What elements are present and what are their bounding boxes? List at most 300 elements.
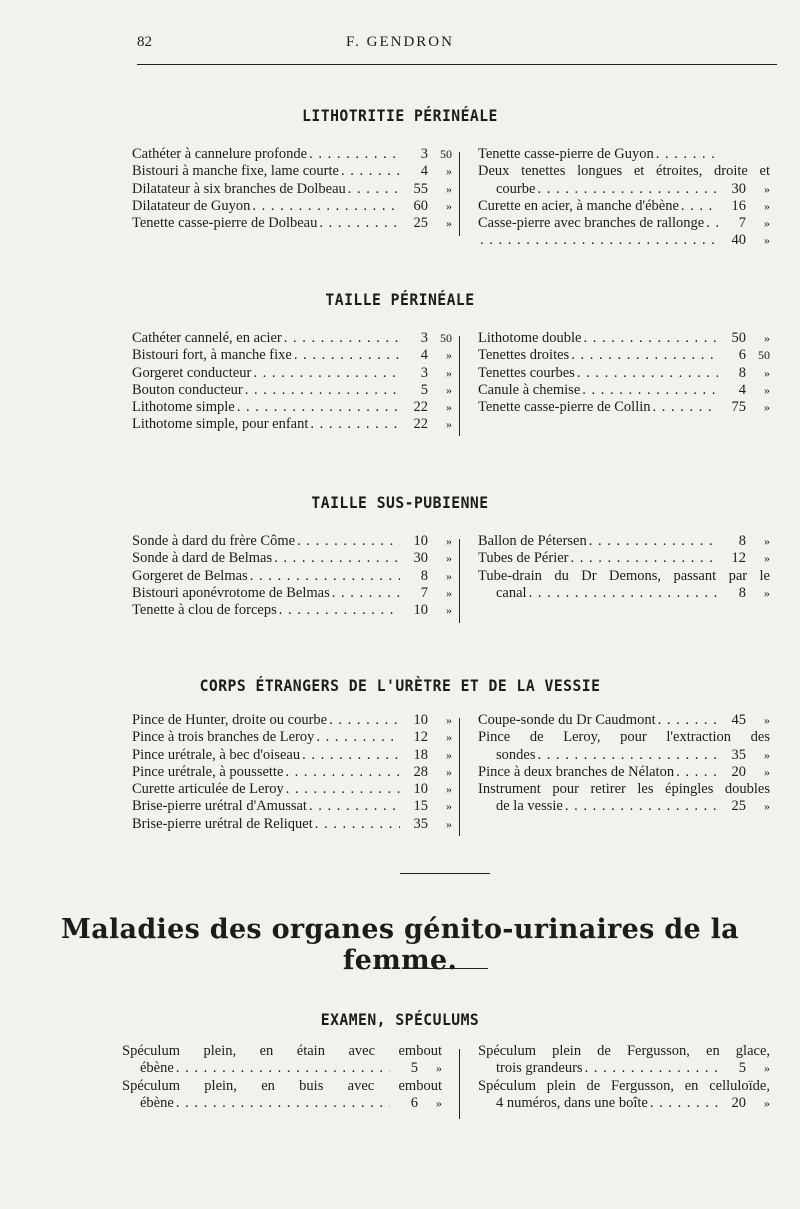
catalog-entry bbox=[478, 382, 770, 399]
price-francs: 6 bbox=[410, 1094, 418, 1111]
price-centimes: » bbox=[446, 764, 452, 779]
price-cell bbox=[720, 215, 770, 232]
price-cell bbox=[720, 1060, 770, 1077]
leader-dots bbox=[706, 215, 718, 232]
price-centimes: 50 bbox=[440, 147, 452, 161]
price-francs: 25 bbox=[731, 798, 746, 815]
price-column-left bbox=[132, 712, 452, 833]
price-centimes: » bbox=[764, 216, 770, 231]
entry-name: Dilatateur de Guyon bbox=[132, 197, 251, 214]
page-number: 82 bbox=[137, 34, 152, 50]
price-cell bbox=[720, 232, 770, 249]
entry-name: Tubes de Périer bbox=[478, 550, 569, 567]
catalog-entry bbox=[478, 764, 770, 781]
entry-continuation bbox=[478, 1060, 770, 1077]
price-centimes: » bbox=[446, 216, 452, 231]
entry-name: Canule à chemise bbox=[478, 381, 581, 398]
price-column-left bbox=[132, 146, 452, 232]
price-cell bbox=[720, 1095, 770, 1112]
catalog-entry bbox=[132, 712, 452, 729]
price-francs: 60 bbox=[413, 197, 428, 214]
leader-dots bbox=[284, 330, 400, 347]
leader-dots bbox=[310, 416, 400, 433]
price-francs: 10 bbox=[413, 712, 428, 728]
price-column-left bbox=[132, 330, 452, 434]
price-francs: 18 bbox=[413, 746, 428, 763]
price-francs: 30 bbox=[731, 180, 746, 197]
price-centimes: 50 bbox=[758, 348, 770, 363]
entry-name-continued: de la vessie bbox=[496, 798, 563, 815]
price-centimes: » bbox=[446, 400, 452, 415]
price-cell bbox=[402, 163, 452, 180]
leader-dots bbox=[302, 747, 400, 764]
section-title-taille-sus-pubienne: TAILLE SUS-PUBIENNE bbox=[311, 493, 489, 512]
price-column-right bbox=[478, 330, 770, 416]
price-table-taille-perineale bbox=[128, 330, 768, 438]
entry-name: Lithotome double bbox=[478, 330, 582, 346]
leader-dots bbox=[565, 798, 718, 815]
leader-dots bbox=[332, 585, 400, 602]
price-francs: 3 bbox=[420, 146, 428, 162]
price-francs: 75 bbox=[731, 399, 746, 416]
leader-dots bbox=[658, 712, 718, 729]
entry-name: Tenettes droites bbox=[478, 347, 570, 364]
entry-continuation bbox=[478, 1095, 770, 1112]
price-cell bbox=[402, 330, 452, 347]
price-francs: 5 bbox=[738, 1060, 746, 1077]
price-cell bbox=[720, 330, 770, 347]
entry-name: Coupe-sonde du Dr Caudmont bbox=[478, 712, 656, 728]
price-centimes: » bbox=[446, 713, 452, 727]
price-centimes: » bbox=[446, 747, 452, 762]
entry-name: Pince à deux branches de Nélaton bbox=[478, 763, 675, 780]
entry-continuation bbox=[478, 181, 770, 198]
price-centimes: » bbox=[764, 400, 770, 415]
price-centimes: 50 bbox=[440, 331, 452, 345]
entry-name-continued: ébène bbox=[140, 1094, 174, 1111]
leader-dots bbox=[582, 382, 718, 399]
price-francs: 15 bbox=[413, 798, 428, 815]
entry-name: Tenette casse-pierre de Guyon bbox=[478, 146, 654, 162]
price-francs: 4 bbox=[738, 381, 746, 398]
leader-dots bbox=[315, 816, 400, 833]
catalog-entry bbox=[478, 163, 770, 198]
entry-continuation bbox=[122, 1095, 442, 1112]
price-cell bbox=[402, 747, 452, 764]
catalog-entry bbox=[132, 602, 452, 619]
catalog-entry bbox=[478, 729, 770, 764]
price-centimes: » bbox=[446, 348, 452, 363]
column-divider bbox=[459, 336, 460, 436]
price-centimes: » bbox=[436, 1095, 442, 1110]
price-francs: 25 bbox=[413, 215, 428, 232]
leader-dots bbox=[253, 365, 400, 382]
leader-dots bbox=[252, 198, 400, 215]
price-centimes: » bbox=[764, 747, 770, 762]
price-centimes: » bbox=[764, 585, 770, 600]
catalog-entry bbox=[132, 198, 452, 215]
price-column-left bbox=[132, 533, 452, 619]
catalog-entry bbox=[132, 729, 452, 746]
catalog-entry bbox=[132, 533, 452, 550]
price-cell bbox=[402, 215, 452, 232]
leader-dots bbox=[650, 1095, 718, 1112]
price-centimes: » bbox=[764, 331, 770, 345]
entry-name: Bistouri fort, à manche fixe bbox=[132, 347, 292, 364]
catalog-entry bbox=[132, 416, 452, 433]
entry-name: Deux tenettes longues et étroites, droite et bbox=[478, 163, 770, 180]
price-centimes: » bbox=[764, 1095, 770, 1110]
leader-dots bbox=[309, 798, 400, 815]
leader-dots bbox=[285, 764, 400, 781]
catalog-entry bbox=[478, 232, 770, 249]
entry-name: Ballon de Pétersen bbox=[478, 533, 587, 549]
price-centimes: » bbox=[764, 181, 770, 196]
entry-name: Sonde à dard de Belmas bbox=[132, 550, 273, 567]
entry-name: Casse-pierre avec branches de rallonge bbox=[478, 215, 705, 232]
price-centimes: » bbox=[764, 382, 770, 397]
price-cell bbox=[402, 347, 452, 364]
catalog-entry bbox=[478, 1078, 770, 1113]
entry-name: Bistouri à manche fixe, lame courte bbox=[132, 163, 339, 180]
entry-name: Dilatateur à six branches de Dolbeau bbox=[132, 180, 346, 197]
entry-name: Bouton conducteur bbox=[132, 381, 243, 398]
price-francs: 10 bbox=[413, 602, 428, 619]
price-francs: 55 bbox=[413, 180, 428, 197]
price-cell bbox=[392, 1095, 442, 1112]
price-centimes: » bbox=[764, 534, 770, 548]
leader-dots bbox=[676, 764, 718, 781]
entry-name: Tenette casse-pierre de Collin bbox=[478, 399, 651, 416]
leader-dots bbox=[348, 181, 400, 198]
price-cell bbox=[720, 585, 770, 602]
leader-dots bbox=[279, 602, 400, 619]
catalog-entry bbox=[478, 568, 770, 603]
leader-dots bbox=[176, 1060, 390, 1077]
section-title-taille-perineale: TAILLE PÉRINÉALE bbox=[325, 290, 475, 309]
price-centimes: » bbox=[446, 551, 452, 566]
catalog-entry bbox=[132, 163, 452, 180]
entry-continuation bbox=[478, 585, 770, 602]
price-cell bbox=[402, 533, 452, 550]
price-francs: 45 bbox=[731, 712, 746, 728]
catalog-entry bbox=[132, 781, 452, 798]
catalog-entry bbox=[132, 568, 452, 585]
price-francs: 16 bbox=[731, 197, 746, 214]
leader-dots bbox=[537, 747, 718, 764]
leader-dots bbox=[529, 585, 718, 602]
price-francs: 28 bbox=[413, 763, 428, 780]
entry-continuation bbox=[478, 798, 770, 815]
price-francs: 20 bbox=[731, 763, 746, 780]
catalog-entry bbox=[132, 550, 452, 567]
catalog-entry bbox=[478, 198, 770, 215]
leader-dots bbox=[653, 399, 718, 416]
price-cell bbox=[402, 764, 452, 781]
leader-dots bbox=[274, 550, 400, 567]
catalog-entry bbox=[132, 798, 452, 815]
entry-name: Sonde à dard du frère Côme bbox=[132, 533, 296, 549]
header-rule bbox=[137, 64, 777, 65]
price-cell bbox=[720, 533, 770, 550]
price-francs: 8 bbox=[738, 533, 746, 549]
catalog-entry bbox=[478, 399, 770, 416]
entry-name-continued: courbe bbox=[496, 180, 536, 197]
price-centimes: » bbox=[446, 164, 452, 179]
entry-name: Brise-pierre urétral de Reliquet bbox=[132, 815, 313, 832]
price-centimes: » bbox=[446, 568, 452, 583]
catalog-entry bbox=[478, 533, 770, 550]
catalog-entry bbox=[132, 146, 452, 163]
entry-name: Gorgeret conducteur bbox=[132, 364, 252, 381]
entry-name: Cathéter à cannelure profonde bbox=[132, 146, 308, 162]
leader-dots bbox=[570, 550, 718, 567]
entry-name: Spéculum plein de Fergusson, en celluloïde, bbox=[478, 1077, 770, 1094]
price-centimes: » bbox=[436, 1061, 442, 1076]
price-centimes: » bbox=[446, 534, 452, 548]
price-francs: 7 bbox=[420, 584, 428, 601]
price-cell bbox=[402, 382, 452, 399]
entry-name: Tenettes courbes bbox=[478, 364, 575, 381]
leader-dots bbox=[341, 163, 400, 180]
catalog-entry bbox=[132, 747, 452, 764]
entry-name: Pince urétrale, à bec d'oiseau bbox=[132, 746, 301, 763]
entry-name: Spéculum plein, en étain avec embout bbox=[122, 1043, 442, 1059]
price-cell bbox=[402, 816, 452, 833]
running-head: F. GENDRON bbox=[346, 34, 454, 50]
entry-name: Pince urétrale, à poussette bbox=[132, 763, 284, 780]
price-francs: 22 bbox=[413, 416, 428, 433]
price-francs: 10 bbox=[413, 781, 428, 798]
entry-name: Lithotome simple, pour enfant bbox=[132, 416, 309, 433]
price-cell bbox=[720, 347, 770, 364]
price-cell bbox=[392, 1060, 442, 1077]
catalog-entry bbox=[478, 712, 770, 729]
leader-dots bbox=[237, 399, 400, 416]
price-centimes: » bbox=[764, 365, 770, 380]
leader-dots bbox=[571, 347, 718, 364]
leader-dots bbox=[294, 347, 400, 364]
price-centimes: » bbox=[446, 365, 452, 380]
leader-dots bbox=[316, 729, 400, 746]
price-cell bbox=[720, 550, 770, 567]
price-cell bbox=[402, 798, 452, 815]
column-divider bbox=[459, 539, 460, 623]
price-cell bbox=[720, 365, 770, 382]
catalog-entry bbox=[132, 330, 452, 347]
leader-dots bbox=[480, 232, 718, 249]
leader-dots bbox=[329, 712, 400, 729]
price-centimes: » bbox=[446, 799, 452, 814]
price-cell bbox=[402, 181, 452, 198]
entry-name: Instrument pour retirer les épingles doubles bbox=[478, 781, 770, 798]
entry-continuation bbox=[478, 747, 770, 764]
price-centimes: » bbox=[764, 764, 770, 779]
leader-dots bbox=[537, 181, 718, 198]
price-francs: 4 bbox=[420, 347, 428, 364]
price-cell bbox=[402, 568, 452, 585]
catalog-entry bbox=[478, 347, 770, 364]
entry-name: Curette articulée de Leroy bbox=[132, 781, 284, 798]
catalog-entry bbox=[132, 365, 452, 382]
entry-name: Spéculum plein, en buis avec embout bbox=[122, 1077, 442, 1094]
section-title-lithotritie: LITHOTRITIE PÉRINÉALE bbox=[302, 106, 498, 125]
catalog-entry bbox=[478, 550, 770, 567]
price-francs: 12 bbox=[731, 550, 746, 567]
catalog-entry bbox=[122, 1043, 442, 1078]
price-centimes: » bbox=[446, 782, 452, 797]
column-divider bbox=[459, 718, 460, 836]
leader-dots bbox=[245, 382, 400, 399]
price-francs: 50 bbox=[731, 330, 746, 346]
price-table-speculums bbox=[122, 1043, 770, 1121]
catalog-entry bbox=[132, 382, 452, 399]
price-cell bbox=[402, 365, 452, 382]
price-cell bbox=[402, 602, 452, 619]
catalog-entry bbox=[478, 1043, 770, 1078]
price-cell bbox=[720, 198, 770, 215]
price-cell bbox=[402, 416, 452, 433]
price-column-right bbox=[478, 1043, 770, 1112]
price-cell bbox=[720, 712, 770, 729]
leader-dots bbox=[297, 533, 400, 550]
price-centimes: » bbox=[446, 382, 452, 397]
catalog-entry bbox=[478, 146, 770, 163]
column-divider bbox=[459, 152, 460, 236]
price-francs: 5 bbox=[410, 1060, 418, 1077]
price-francs: 5 bbox=[420, 381, 428, 398]
price-francs: 3 bbox=[420, 364, 428, 381]
leader-dots bbox=[585, 1060, 718, 1077]
price-centimes: » bbox=[764, 198, 770, 213]
entry-name: Pince à trois branches de Leroy bbox=[132, 729, 315, 746]
catalog-entry bbox=[122, 1078, 442, 1113]
price-column-left bbox=[122, 1043, 442, 1112]
entry-name: Tube-drain du Dr Demons, passant par le bbox=[478, 567, 770, 584]
leader-dots bbox=[286, 781, 400, 798]
price-cell bbox=[402, 585, 452, 602]
price-francs: 6 bbox=[738, 347, 746, 364]
price-francs: 3 bbox=[420, 330, 428, 346]
price-francs: 35 bbox=[731, 746, 746, 763]
price-cell bbox=[720, 382, 770, 399]
price-centimes: » bbox=[446, 730, 452, 745]
entry-name: Pince de Leroy, pour l'extraction des bbox=[478, 729, 770, 746]
entry-name: Tenette à clou de forceps bbox=[132, 602, 277, 619]
price-centimes: » bbox=[446, 603, 452, 618]
price-cell bbox=[402, 729, 452, 746]
column-divider bbox=[459, 1049, 460, 1119]
entry-name-continued: ébène bbox=[140, 1060, 174, 1077]
entry-name: Lithotome simple bbox=[132, 399, 235, 416]
price-francs: 8 bbox=[738, 364, 746, 381]
short-rule bbox=[408, 968, 488, 969]
leader-dots bbox=[309, 146, 400, 163]
entry-name: Gorgeret de Belmas bbox=[132, 567, 248, 584]
price-cell bbox=[720, 181, 770, 198]
catalog-entry bbox=[132, 181, 452, 198]
entry-continuation bbox=[122, 1060, 442, 1077]
price-francs: 12 bbox=[413, 729, 428, 746]
price-cell bbox=[720, 764, 770, 781]
leader-dots bbox=[589, 533, 718, 550]
section-title-corps-etrangers: CORPS ÉTRANGERS DE L'URÈTRE ET DE LA VESSIE bbox=[199, 676, 601, 695]
leader-dots bbox=[681, 198, 718, 215]
leader-dots bbox=[584, 330, 719, 347]
catalog-entry bbox=[478, 330, 770, 347]
price-francs: 22 bbox=[413, 399, 428, 416]
price-francs: 8 bbox=[738, 584, 746, 601]
price-table-lithotritie bbox=[128, 146, 770, 249]
catalog-entry bbox=[478, 781, 770, 816]
price-cell bbox=[402, 712, 452, 729]
price-column-right bbox=[478, 533, 770, 602]
catalog-entry bbox=[132, 764, 452, 781]
catalog-entry bbox=[132, 215, 452, 232]
price-centimes: » bbox=[764, 799, 770, 814]
page-header bbox=[0, 0, 800, 80]
price-centimes: » bbox=[446, 585, 452, 600]
leader-dots bbox=[656, 146, 718, 163]
price-francs: 7 bbox=[738, 215, 746, 232]
price-francs: 20 bbox=[731, 1094, 746, 1111]
catalog-entry bbox=[132, 585, 452, 602]
entry-name-continued: trois grandeurs bbox=[496, 1060, 583, 1077]
short-rule bbox=[400, 873, 490, 874]
leader-dots bbox=[577, 365, 718, 382]
price-cell bbox=[402, 550, 452, 567]
price-francs: 30 bbox=[413, 550, 428, 567]
entry-name: Pince de Hunter, droite ou courbe bbox=[132, 712, 328, 728]
price-centimes: » bbox=[764, 713, 770, 727]
entry-name-continued: canal bbox=[496, 584, 527, 601]
entry-name: Brise-pierre urétral d'Amussat bbox=[132, 798, 307, 815]
price-cell bbox=[402, 146, 452, 163]
price-centimes: » bbox=[446, 198, 452, 213]
entry-name: Curette en acier, à manche d'ébène bbox=[478, 197, 679, 214]
price-francs: 10 bbox=[413, 533, 428, 549]
price-centimes: » bbox=[764, 233, 770, 248]
catalog-entry bbox=[132, 347, 452, 364]
price-table-taille-sus-pubienne bbox=[128, 533, 768, 625]
price-column-right bbox=[478, 146, 770, 250]
leader-dots bbox=[319, 215, 400, 232]
price-cell bbox=[720, 747, 770, 764]
catalog-entry bbox=[478, 215, 770, 232]
price-francs: 8 bbox=[420, 567, 428, 584]
price-centimes: » bbox=[446, 181, 452, 196]
leader-dots bbox=[176, 1095, 390, 1112]
catalog-entry bbox=[132, 816, 452, 833]
catalog-entry bbox=[478, 365, 770, 382]
chapter-title: Maladies des organes génito-urinaires de la femme. bbox=[61, 914, 739, 976]
catalog-entry bbox=[132, 399, 452, 416]
entry-name: Cathéter cannelé, en acier bbox=[132, 330, 282, 346]
price-francs: 35 bbox=[413, 815, 428, 832]
price-cell bbox=[402, 781, 452, 798]
price-table-corps-etrangers bbox=[128, 712, 768, 838]
price-francs: 4 bbox=[420, 163, 428, 180]
entry-name: Bistouri aponévrotome de Belmas bbox=[132, 584, 330, 601]
entry-name: Spéculum plein de Fergusson, en glace, bbox=[478, 1043, 770, 1059]
section-title-examen-speculums: EXAMEN, SPÉCULUMS bbox=[320, 1010, 480, 1029]
leader-dots bbox=[250, 568, 400, 585]
price-cell bbox=[402, 198, 452, 215]
price-centimes: » bbox=[764, 551, 770, 566]
entry-name-continued: 4 numéros, dans une boîte bbox=[496, 1094, 648, 1111]
price-cell bbox=[720, 399, 770, 416]
price-column-right bbox=[478, 712, 770, 816]
